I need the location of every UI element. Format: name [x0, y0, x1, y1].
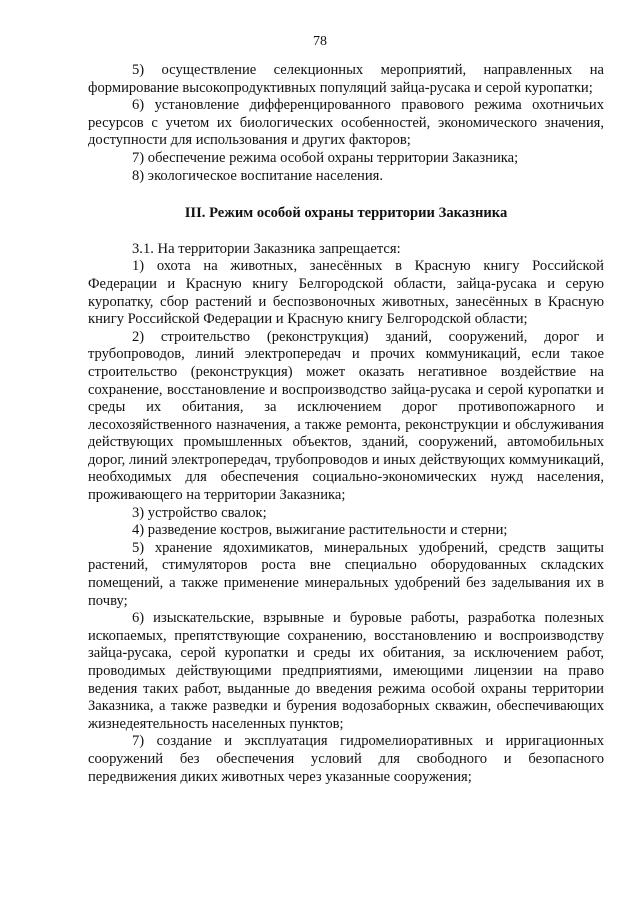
- list-item-5-selection: 5) осуществление селекционных мероприятий, направленных на формирование высокопродуктивных популяций зайца-русака и серой куропатки;: [88, 62, 604, 96]
- section-title: III. Режим особой охраны территории Заказника: [184, 205, 508, 222]
- list-item-6-legal-regime: 6) установление дифференцированного правового режима охотничьих ресурсов с учетом их биологических особенностей, экономического значения, доступности для использования и других факторов;: [88, 97, 604, 149]
- page-number: 78: [313, 34, 327, 49]
- prohibition-7-irrigation: 7) создание и эксплуатация гидромелиоративных и ирригационных сооружений без обеспечения условий для свободного и безопасного передвижения диких животных через указанные сооружения;: [88, 733, 604, 785]
- prohibition-2-construction: 2) строительство (реконструкция) зданий, сооружений, дорог и трубопроводов, линий электропередач и прочих коммуникаций, если такое строительство (реконструкция) может оказать негативное воздействие на сохранение, восстановление и воспроизводство зайца-русака и серой куропатки и среды их обитания, за исключением дорог противопожарного и лесохозяйственного назначения, а также ремонта, реконструкции и обслуживания действующих промышленных объектов, зданий, сооружений, автомобильных дорог, линий электропередач, трубопроводов и иных действующих коммуникаций, необходимых для обеспечения социально-экономических нужд населения, проживающего на территории Заказника;: [88, 328, 604, 504]
- prohibition-6-mining: 6) изыскательские, взрывные и буровые работы, разработка полезных ископаемых, препятствующие сохранению, восстановлению и воспроизводству зайца-русака, серой куропатки и среды их обитания, за исключением работ, проводимых действующими предприятиями, имеющими лицензии на право ведения таких работ, выданные до введения режима особой охраны территории Заказника, а также разведки и бурения водозаборных скважин, обеспечивающих жизнедеятельность населенных пунктов;: [88, 610, 604, 732]
- prohibition-3-dumps: 3) устройство свалок;: [132, 504, 267, 521]
- list-item-8-ecological-education: 8) экологическое воспитание населения.: [132, 167, 383, 184]
- prohibition-5-chemicals: 5) хранение ядохимикатов, минеральных удобрений, средств защиты растений, стимуляторов роста вне специально оборудованных складских помещений, а также применение минеральных удобрений без заделывания их в почву;: [88, 539, 604, 609]
- prohibition-4-fires: 4) разведение костров, выжигание растительности и стерни;: [132, 522, 508, 539]
- list-item-7-protection-regime: 7) обеспечение режима особой охраны территории Заказника;: [132, 149, 519, 166]
- document-body: [88, 62, 604, 786]
- clause-3-1-intro: 3.1. На территории Заказника запрещается:: [132, 240, 401, 257]
- prohibition-1-hunting: 1) охота на животных, занесённых в Красную книгу Российской Федерации и Красную книгу Белгородской области, зайца-русака и серую куропатку, сбор растений и беспозвоночных животных, занесённых в Красную книгу Российской Федерации и Красную книгу Белгородской области;: [88, 258, 604, 328]
